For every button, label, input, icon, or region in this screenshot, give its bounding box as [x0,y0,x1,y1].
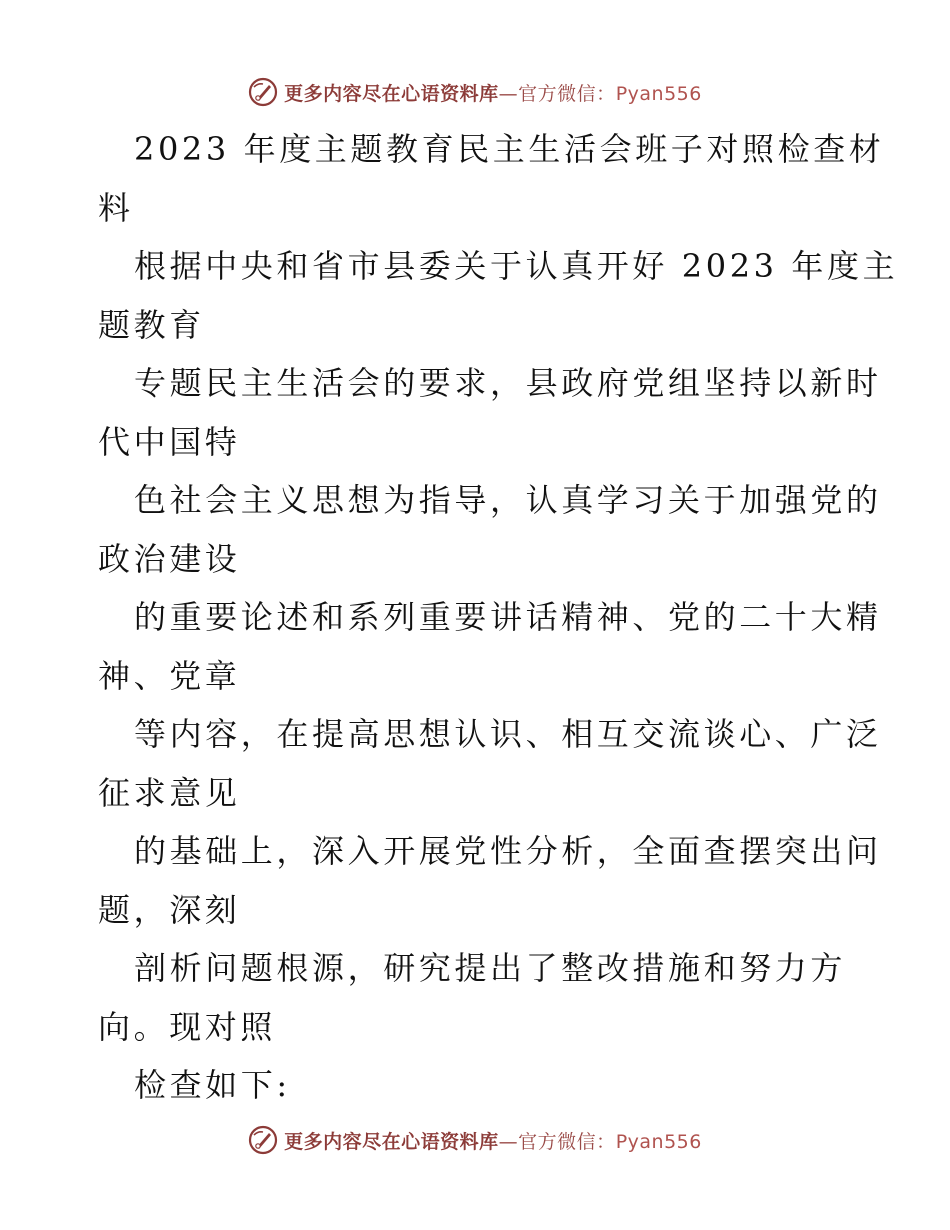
document-body [98,120,899,1115]
paragraph-line: 根据中央和省市县委关于认真开好 2023 年度主 [134,247,899,285]
paragraph-line: 政治建设 [98,539,241,578]
paragraph-line: 等内容，在提高思想认识、相互交流谈心、广泛 [134,715,882,753]
paragraph-line: 剖析问题根源，研究提出了整改措施和努力方 [134,949,847,987]
pen-nib-logo-icon [248,1125,278,1155]
banner-wechat-label: —官方微信： [498,82,616,105]
paragraph-line: 料 [98,188,134,227]
paragraph-line: 代中国特 [98,422,241,461]
paragraph-line: 检查如下: [134,1066,291,1104]
banner-text [284,79,702,106]
paragraph-line: 的重要论述和系列重要讲话精神、党的二十大精 [134,598,882,636]
paragraph-line: 的基础上，深入开展党性分析，全面查摆突出问 [134,832,882,870]
banner-site-name: 更多内容尽在心语资料库 [284,82,499,105]
paragraph-line: 题，深刻 [98,890,241,929]
footer-banner [0,1120,950,1160]
banner-site-name: 更多内容尽在心语资料库 [284,1130,499,1153]
paragraph-line: 专题民主生活会的要求，县政府党组坚持以新时 [134,364,882,402]
banner-wechat-id: Pyan556 [615,1130,702,1153]
paragraph-line: 征求意见 [98,773,241,812]
banner-wechat-id: Pyan556 [615,82,702,105]
banner-wechat-label: —官方微信： [498,1130,616,1153]
header-banner [0,72,950,112]
pen-nib-logo-icon [248,77,278,107]
paragraph-line: 题教育 [98,305,205,344]
paragraph-line: 向。现对照 [98,1007,277,1046]
paragraph-line: 神、党章 [98,656,241,695]
banner-text [284,1127,702,1154]
paragraph-line: 色社会主义思想为指导，认真学习关于加强党的 [134,481,882,519]
paragraph-line: 2023 年度主题教育民主生活会班子对照检查材 [134,130,885,168]
